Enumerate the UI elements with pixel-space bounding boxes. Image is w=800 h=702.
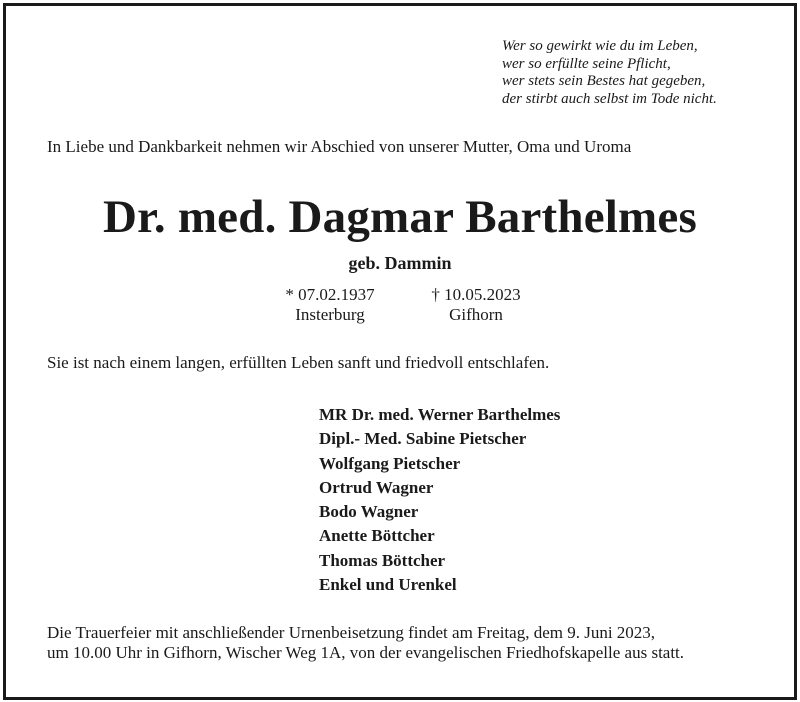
intro-text: In Liebe und Dankbarkeit nehmen wir Abschied von unserer Mutter, Oma und Uroma	[47, 137, 632, 156]
deceased-name: Dr. med. Dagmar Barthelmes	[103, 191, 697, 243]
mourner: Ortrud Wagner	[319, 477, 434, 497]
mourner: Anette Böttcher	[319, 526, 435, 546]
poem	[502, 38, 717, 108]
mourner: Wolfgang Pietscher	[319, 453, 461, 473]
funeral-info	[47, 623, 684, 663]
death-info	[408, 285, 544, 325]
statement-text: Sie ist nach einem langen, erfüllten Leben sanft und friedvoll entschlafen.	[47, 353, 550, 372]
birth-info	[262, 285, 398, 325]
poem-line: Wer so gewirkt wie du im Leben,	[502, 38, 698, 54]
mourner: Enkel und Urenkel	[319, 575, 457, 595]
poem-line: wer so erfüllte seine Pflicht,	[502, 55, 671, 72]
birth-name: geb. Dammin	[348, 253, 452, 273]
death-place: Gifhorn	[449, 305, 503, 324]
funeral-line: um 10.00 Uhr in Gifhorn, Wischer Weg 1A, von der evangelischen Friedhofskapelle aus statt.	[47, 643, 685, 662]
death-date: † 10.05.2023	[431, 285, 521, 304]
birth-date: * 07.02.1937	[285, 285, 375, 304]
mourner: Thomas Böttcher	[319, 550, 446, 570]
poem-line: der stirbt auch selbst im Tode nicht.	[502, 90, 717, 107]
poem-line: wer stets sein Bestes hat gegeben,	[502, 73, 706, 89]
mourners-list	[319, 403, 560, 597]
mourner: Bodo Wagner	[319, 502, 419, 522]
birth-place: Insterburg	[295, 305, 365, 324]
mourner: MR Dr. med. Werner Barthelmes	[319, 405, 561, 424]
mourner: Dipl.- Med. Sabine Pietscher	[319, 429, 527, 449]
funeral-line: Die Trauerfeier mit anschließender Urnenbeisetzung findet am Freitag, dem 9. Juni 2023,	[47, 623, 656, 642]
